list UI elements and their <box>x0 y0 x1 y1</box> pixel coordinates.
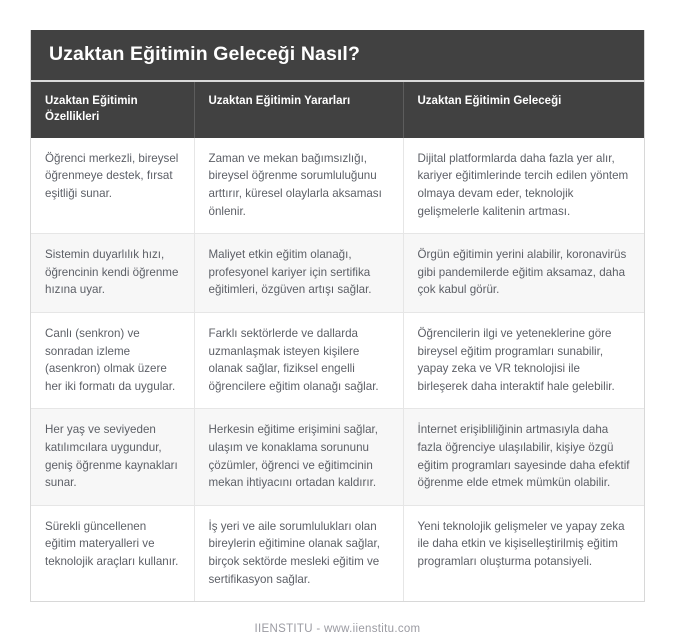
comparison-table <box>31 82 644 601</box>
table-row <box>31 234 644 313</box>
table-cell: Zaman ve mekan bağımsızlığı, bireysel öğrenme sorumluluğunu arttırır, küresel olaylarla aksaması önlenir. <box>194 138 403 234</box>
column-header-gelecek: Uzaktan Eğitimin Geleceği <box>403 82 644 137</box>
table-row <box>31 138 644 234</box>
table-cell: İş yeri ve aile sorumlulukları olan bireylerin eğitimine olanak sağlar, birçok sektörde mesleki eğitim ve sertifikasyon sağlar. <box>194 505 403 601</box>
table-cell: Herkesin eğitime erişimini sağlar, ulaşım ve konaklama sorununu çözümler, öğrenci ve eğitimcinin mekan ihtiyacını ortadan kaldırır. <box>194 409 403 505</box>
table-cell: Canlı (senkron) ve sonradan izleme (asenkron) olmak üzere her iki formatı da uygular. <box>31 313 194 409</box>
page-title: Uzaktan Eğitimin Geleceği Nasıl? <box>49 43 360 65</box>
table-row <box>31 313 644 409</box>
column-header-yararlar: Uzaktan Eğitimin Yararları <box>194 82 403 137</box>
infographic-card <box>30 30 645 602</box>
table-cell: Öğrencilerin ilgi ve yeteneklerine göre bireysel eğitim programları sunabilir, yapay zeka ve VR teknolojisi ile birleşerek daha interaktif hale gelebilir. <box>403 313 644 409</box>
table-header-row <box>31 82 644 137</box>
table-row <box>31 505 644 601</box>
table-cell: Her yaş ve seviyeden katılımcılara uygundur, geniş öğrenme kaynakları sunar. <box>31 409 194 505</box>
table-cell: Örgün eğitimin yerini alabilir, koronavirüs gibi pandemilerde eğitim aksamaz, daha çok kabul görür. <box>403 234 644 313</box>
table-cell: Farklı sektörlerde ve dallarda uzmanlaşmak isteyen kişilere olanak sağlar, fiziksel engelli öğrencilere eğitim olanağı sağlar. <box>194 313 403 409</box>
table-body <box>31 138 644 602</box>
title-bar <box>31 30 644 80</box>
table-cell: Dijital platformlarda daha fazla yer alır, kariyer eğitimlerinde tercih edilen yöntem olmaya devam eder, teknolojik gelişmelerle kalitenin artması. <box>403 138 644 234</box>
table-cell: İnternet erişibliliğinin artmasıyla daha fazla öğrenciye ulaşılabilir, kişiye özgü eğitim programları sayesinde daha efektif öğrenme elde etmek mümkün olabilir. <box>403 409 644 505</box>
table-cell: Sistemin duyarlılık hızı, öğrencinin kendi öğrenme hızına uyar. <box>31 234 194 313</box>
footer-attribution: IIENSTITU - www.iienstitu.com <box>254 623 421 636</box>
table-cell: Sürekli güncellenen eğitim materyalleri ve teknolojik araçları kullanır. <box>31 505 194 601</box>
table-cell: Maliyet etkin eğitim olanağı, profesyonel kariyer için sertifika eğitimleri, özgüven artışı sağlar. <box>194 234 403 313</box>
table-cell: Öğrenci merkezli, bireysel öğrenmeye destek, fırsat eşitliği sunar. <box>31 138 194 234</box>
table-header <box>31 82 644 137</box>
table-row <box>31 409 644 505</box>
column-header-ozellikler: Uzaktan Eğitimin Özellikleri <box>31 82 194 137</box>
table-cell: Yeni teknolojik gelişmeler ve yapay zeka ile daha etkin ve kişiselleştirilmiş eğitim programları oluşturma potansiyeli. <box>403 505 644 601</box>
